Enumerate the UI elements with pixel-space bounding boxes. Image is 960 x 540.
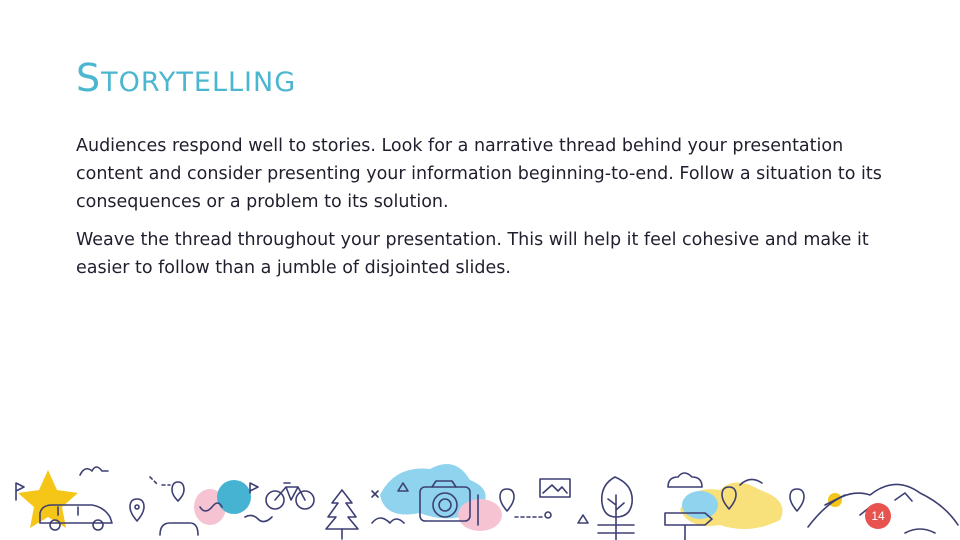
tree-icon xyxy=(326,490,358,539)
picture-icon xyxy=(540,479,570,497)
slide-title: Storytelling xyxy=(76,56,297,100)
tree-icon xyxy=(598,477,634,540)
paragraph-1: Audiences respond well to stories. Look for a narrative thread behind your presentation content and consider presenting your information beginning-to-end. Follow a situation to its consequences or a problem to its solution. xyxy=(76,136,882,212)
map-pin-icon xyxy=(130,499,144,521)
star-icon xyxy=(18,470,78,528)
bicycle-icon xyxy=(266,483,314,509)
travel-doodle-border xyxy=(0,455,960,540)
paragraph-2: Weave the thread throughout your presentation. This will help it feel cohesive and make it easier to follow than a jumble of disjointed slides. xyxy=(76,230,869,278)
color-blobs xyxy=(194,464,842,531)
slide-body xyxy=(76,132,896,292)
cloud-icon xyxy=(668,473,702,487)
page-number-badge: 14 xyxy=(865,503,891,529)
flag-icon xyxy=(16,483,24,500)
